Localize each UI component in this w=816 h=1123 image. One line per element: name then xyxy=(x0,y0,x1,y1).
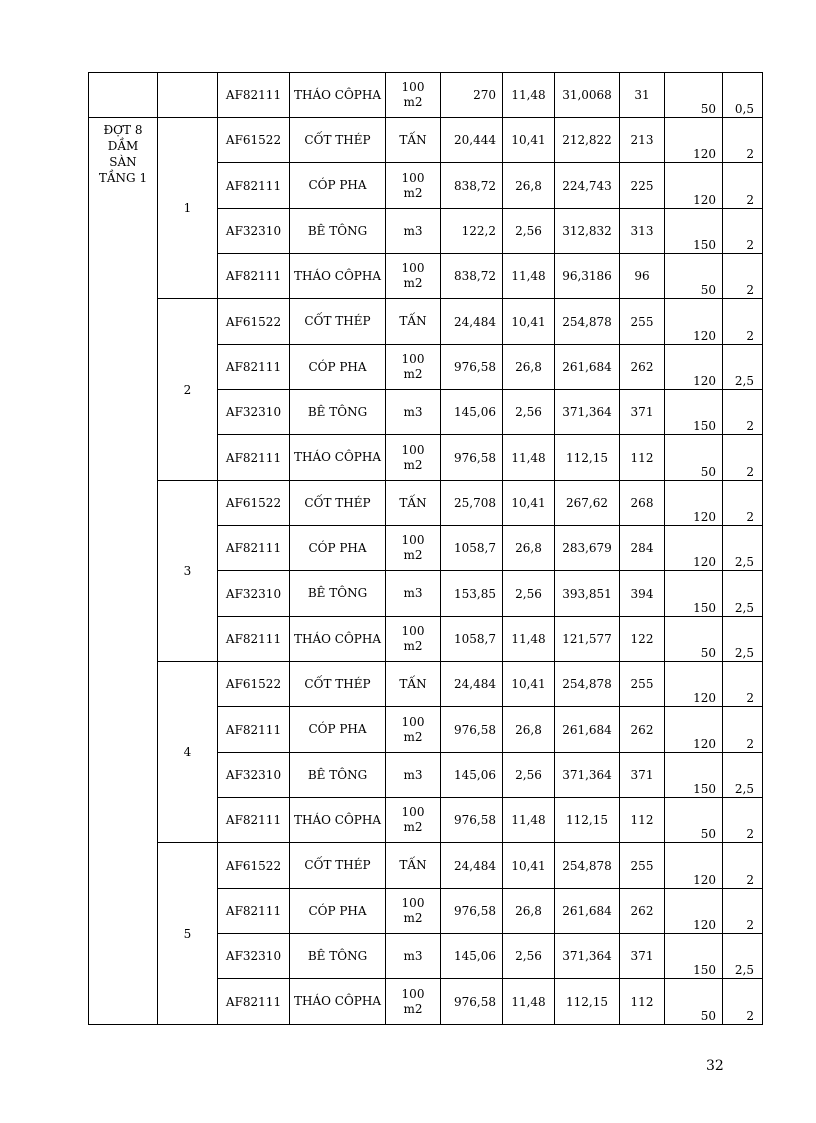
cell-total: 371,364 xyxy=(555,753,620,798)
group-label-line: SÀN xyxy=(109,155,137,169)
cell-norm: 11,48 xyxy=(503,617,555,662)
cell-work-name: CỐT THÉP xyxy=(290,662,386,707)
table-body xyxy=(89,73,763,1025)
cell-col10: 50 xyxy=(665,435,723,481)
cell-quantity: 838,72 xyxy=(441,163,503,209)
cell-rounded: 262 xyxy=(620,345,665,390)
cell-work-name: CỐT THÉP xyxy=(290,843,386,889)
cell-unit: m3 xyxy=(386,390,441,435)
cell-norm: 10,41 xyxy=(503,118,555,163)
cell-work-name: CỐT THÉP xyxy=(290,299,386,345)
cell-unit: TẤN xyxy=(386,843,441,889)
cell-code: AF82111 xyxy=(218,435,290,481)
cell-col10: 120 xyxy=(665,481,723,526)
cell-col11: 2 xyxy=(723,390,763,435)
cell-code: AF82111 xyxy=(218,73,290,118)
page-number: 32 xyxy=(706,1058,724,1074)
cell-quantity: 145,06 xyxy=(441,753,503,798)
cell-code: AF32310 xyxy=(218,209,290,254)
cell-col10: 120 xyxy=(665,163,723,209)
cell-rounded: 112 xyxy=(620,798,665,843)
cell-rounded: 255 xyxy=(620,299,665,345)
table-row xyxy=(89,481,763,526)
cell-col11: 2 xyxy=(723,662,763,707)
cell-col11: 2 xyxy=(723,299,763,345)
cell-rounded: 112 xyxy=(620,435,665,481)
cell-rounded: 313 xyxy=(620,209,665,254)
cell-total: 312,832 xyxy=(555,209,620,254)
cell-rounded: 262 xyxy=(620,707,665,753)
cell-norm: 26,8 xyxy=(503,707,555,753)
group-label xyxy=(89,120,157,186)
cell-col10: 120 xyxy=(665,345,723,390)
cell-norm: 11,48 xyxy=(503,254,555,299)
cell-total: 96,3186 xyxy=(555,254,620,299)
cell-quantity: 976,58 xyxy=(441,889,503,934)
cell-quantity: 20,444 xyxy=(441,118,503,163)
cell-col11: 2,5 xyxy=(723,753,763,798)
cell-norm: 10,41 xyxy=(503,843,555,889)
cell-quantity: 25,708 xyxy=(441,481,503,526)
cell-col11: 2,5 xyxy=(723,571,763,617)
cell-work-name: BÊ TÔNG xyxy=(290,571,386,617)
cell-norm: 2,56 xyxy=(503,390,555,435)
cell-col11: 2,5 xyxy=(723,526,763,571)
cell-rounded: 31 xyxy=(620,73,665,118)
cell-quantity: 1058,7 xyxy=(441,617,503,662)
cell-norm: 26,8 xyxy=(503,163,555,209)
cell-norm: 2,56 xyxy=(503,934,555,979)
cell-col11: 2 xyxy=(723,209,763,254)
subgroup-number: 4 xyxy=(158,662,218,843)
cell-col10: 150 xyxy=(665,571,723,617)
cell-work-name: THÁO CÔPHA xyxy=(290,435,386,481)
cell-group-empty xyxy=(89,73,158,118)
cell-col10: 120 xyxy=(665,707,723,753)
group-label-line: ĐỢT 8 xyxy=(103,123,143,137)
cell-rounded: 225 xyxy=(620,163,665,209)
table-row xyxy=(89,299,763,345)
table-row xyxy=(89,843,763,889)
cell-quantity: 976,58 xyxy=(441,798,503,843)
cell-col11: 2 xyxy=(723,118,763,163)
cell-col11: 2 xyxy=(723,163,763,209)
cell-unit: 100 m2 xyxy=(386,163,441,209)
cell-quantity: 1058,7 xyxy=(441,526,503,571)
cell-rounded: 262 xyxy=(620,889,665,934)
cell-rounded: 394 xyxy=(620,571,665,617)
cell-code: AF32310 xyxy=(218,934,290,979)
cell-col10: 50 xyxy=(665,73,723,118)
cell-work-name: CÓP PHA xyxy=(290,889,386,934)
table-row xyxy=(89,662,763,707)
cell-unit: m3 xyxy=(386,571,441,617)
cell-work-name: CÓP PHA xyxy=(290,526,386,571)
cell-unit: TẤN xyxy=(386,481,441,526)
cell-code: AF82111 xyxy=(218,345,290,390)
cell-col11: 2,5 xyxy=(723,617,763,662)
cell-unit: m3 xyxy=(386,934,441,979)
cell-quantity: 24,484 xyxy=(441,843,503,889)
cell-quantity: 24,484 xyxy=(441,662,503,707)
cell-work-name: CỐT THÉP xyxy=(290,481,386,526)
cell-col10: 120 xyxy=(665,662,723,707)
cell-quantity: 976,58 xyxy=(441,345,503,390)
cell-total: 254,878 xyxy=(555,843,620,889)
cell-code: AF82111 xyxy=(218,617,290,662)
cell-code: AF82111 xyxy=(218,526,290,571)
cell-unit: TẤN xyxy=(386,662,441,707)
cell-norm: 26,8 xyxy=(503,345,555,390)
cell-quantity: 270 xyxy=(441,73,503,118)
cell-quantity: 145,06 xyxy=(441,390,503,435)
cell-unit: m3 xyxy=(386,209,441,254)
cell-work-name: BÊ TÔNG xyxy=(290,390,386,435)
cell-col10: 150 xyxy=(665,934,723,979)
cell-quantity: 976,58 xyxy=(441,707,503,753)
cell-rounded: 268 xyxy=(620,481,665,526)
subgroup-number: 1 xyxy=(158,118,218,299)
cell-code: AF61522 xyxy=(218,843,290,889)
cell-col10: 150 xyxy=(665,209,723,254)
cell-unit: 100 m2 xyxy=(386,435,441,481)
cell-rounded: 96 xyxy=(620,254,665,299)
cell-rounded: 213 xyxy=(620,118,665,163)
cell-unit: 100 m2 xyxy=(386,73,441,118)
cell-col10: 50 xyxy=(665,617,723,662)
cell-col10: 120 xyxy=(665,118,723,163)
cell-norm: 2,56 xyxy=(503,571,555,617)
cell-rounded: 122 xyxy=(620,617,665,662)
subgroup-number: 3 xyxy=(158,481,218,662)
cell-work-name: CÓP PHA xyxy=(290,707,386,753)
cell-work-name: BÊ TÔNG xyxy=(290,209,386,254)
cell-total: 224,743 xyxy=(555,163,620,209)
cell-total: 267,62 xyxy=(555,481,620,526)
cell-subgroup-empty xyxy=(158,73,218,118)
cell-unit: 100 m2 xyxy=(386,707,441,753)
cell-code: AF32310 xyxy=(218,753,290,798)
cell-norm: 11,48 xyxy=(503,798,555,843)
cell-code: AF82111 xyxy=(218,889,290,934)
cell-rounded: 255 xyxy=(620,843,665,889)
cell-col10: 120 xyxy=(665,843,723,889)
cell-norm: 26,8 xyxy=(503,889,555,934)
cell-norm: 11,48 xyxy=(503,73,555,118)
cell-work-name: CÓP PHA xyxy=(290,345,386,390)
cell-work-name: CÓP PHA xyxy=(290,163,386,209)
cell-work-name: BÊ TÔNG xyxy=(290,753,386,798)
cell-quantity: 153,85 xyxy=(441,571,503,617)
cell-col11: 2 xyxy=(723,843,763,889)
cell-norm: 11,48 xyxy=(503,435,555,481)
cell-col11: 2,5 xyxy=(723,934,763,979)
cell-col11: 2 xyxy=(723,889,763,934)
cell-total: 31,0068 xyxy=(555,73,620,118)
cell-total: 112,15 xyxy=(555,435,620,481)
cell-rounded: 112 xyxy=(620,979,665,1025)
cell-code: AF82111 xyxy=(218,163,290,209)
cell-total: 283,679 xyxy=(555,526,620,571)
cell-col10: 150 xyxy=(665,753,723,798)
cell-unit: 100 m2 xyxy=(386,526,441,571)
cell-col10: 50 xyxy=(665,979,723,1025)
group-label-line: DẦM xyxy=(107,139,139,153)
cell-col11: 2 xyxy=(723,481,763,526)
cell-col11: 2 xyxy=(723,435,763,481)
cell-work-name: CỐT THÉP xyxy=(290,118,386,163)
cell-quantity: 145,06 xyxy=(441,934,503,979)
cell-code: AF61522 xyxy=(218,299,290,345)
cell-col10: 120 xyxy=(665,299,723,345)
cell-col11: 2 xyxy=(723,979,763,1025)
cell-total: 393,851 xyxy=(555,571,620,617)
cell-work-name: BÊ TÔNG xyxy=(290,934,386,979)
cell-total: 261,684 xyxy=(555,345,620,390)
cell-code: AF82111 xyxy=(218,979,290,1025)
cell-total: 112,15 xyxy=(555,798,620,843)
cell-code: AF61522 xyxy=(218,118,290,163)
cell-work-name: THÁO CÔPHA xyxy=(290,798,386,843)
cell-quantity: 976,58 xyxy=(441,979,503,1025)
cell-col11: 2,5 xyxy=(723,345,763,390)
cell-code: AF32310 xyxy=(218,390,290,435)
cell-work-name: THÁO CÔPHA xyxy=(290,254,386,299)
cell-quantity: 838,72 xyxy=(441,254,503,299)
table-row xyxy=(89,73,763,118)
cell-col10: 50 xyxy=(665,254,723,299)
cell-total: 371,364 xyxy=(555,934,620,979)
cell-rounded: 371 xyxy=(620,934,665,979)
cell-total: 121,577 xyxy=(555,617,620,662)
cell-total: 112,15 xyxy=(555,979,620,1025)
subgroup-number: 5 xyxy=(158,843,218,1025)
cell-col11: 2 xyxy=(723,798,763,843)
cell-unit: 100 m2 xyxy=(386,889,441,934)
cell-unit: m3 xyxy=(386,753,441,798)
cell-total: 371,364 xyxy=(555,390,620,435)
group-label-line: TẦNG 1 xyxy=(98,171,148,185)
cell-norm: 26,8 xyxy=(503,526,555,571)
cell-total: 261,684 xyxy=(555,889,620,934)
subgroup-number: 2 xyxy=(158,299,218,481)
cell-quantity: 24,484 xyxy=(441,299,503,345)
construction-schedule-table xyxy=(88,72,763,1025)
cell-rounded: 371 xyxy=(620,390,665,435)
cell-rounded: 255 xyxy=(620,662,665,707)
cell-code: AF82111 xyxy=(218,798,290,843)
cell-col10: 120 xyxy=(665,889,723,934)
cell-code: AF61522 xyxy=(218,481,290,526)
cell-code: AF82111 xyxy=(218,707,290,753)
cell-unit: 100 m2 xyxy=(386,617,441,662)
cell-unit: TẤN xyxy=(386,118,441,163)
cell-norm: 10,41 xyxy=(503,662,555,707)
cell-unit: TẤN xyxy=(386,299,441,345)
cell-total: 261,684 xyxy=(555,707,620,753)
cell-work-name: THÁO CÔPHA xyxy=(290,73,386,118)
cell-norm: 10,41 xyxy=(503,299,555,345)
cell-col11: 2 xyxy=(723,254,763,299)
cell-col10: 120 xyxy=(665,526,723,571)
table-row xyxy=(89,118,763,163)
cell-rounded: 371 xyxy=(620,753,665,798)
cell-total: 254,878 xyxy=(555,662,620,707)
cell-work-name: THÁO CÔPHA xyxy=(290,617,386,662)
cell-total: 254,878 xyxy=(555,299,620,345)
cell-code: AF82111 xyxy=(218,254,290,299)
cell-col11: 0,5 xyxy=(723,73,763,118)
cell-col10: 50 xyxy=(665,798,723,843)
cell-norm: 2,56 xyxy=(503,753,555,798)
cell-unit: 100 m2 xyxy=(386,798,441,843)
cell-col10: 150 xyxy=(665,390,723,435)
cell-rounded: 284 xyxy=(620,526,665,571)
cell-col11: 2 xyxy=(723,707,763,753)
cell-norm: 10,41 xyxy=(503,481,555,526)
group-label-cell xyxy=(89,118,158,1025)
cell-unit: 100 m2 xyxy=(386,345,441,390)
cell-code: AF32310 xyxy=(218,571,290,617)
cell-norm: 11,48 xyxy=(503,979,555,1025)
cell-work-name: THÁO CÔPHA xyxy=(290,979,386,1025)
cell-quantity: 122,2 xyxy=(441,209,503,254)
cell-quantity: 976,58 xyxy=(441,435,503,481)
cell-unit: 100 m2 xyxy=(386,254,441,299)
cell-code: AF61522 xyxy=(218,662,290,707)
cell-unit: 100 m2 xyxy=(386,979,441,1025)
cell-norm: 2,56 xyxy=(503,209,555,254)
cell-total: 212,822 xyxy=(555,118,620,163)
